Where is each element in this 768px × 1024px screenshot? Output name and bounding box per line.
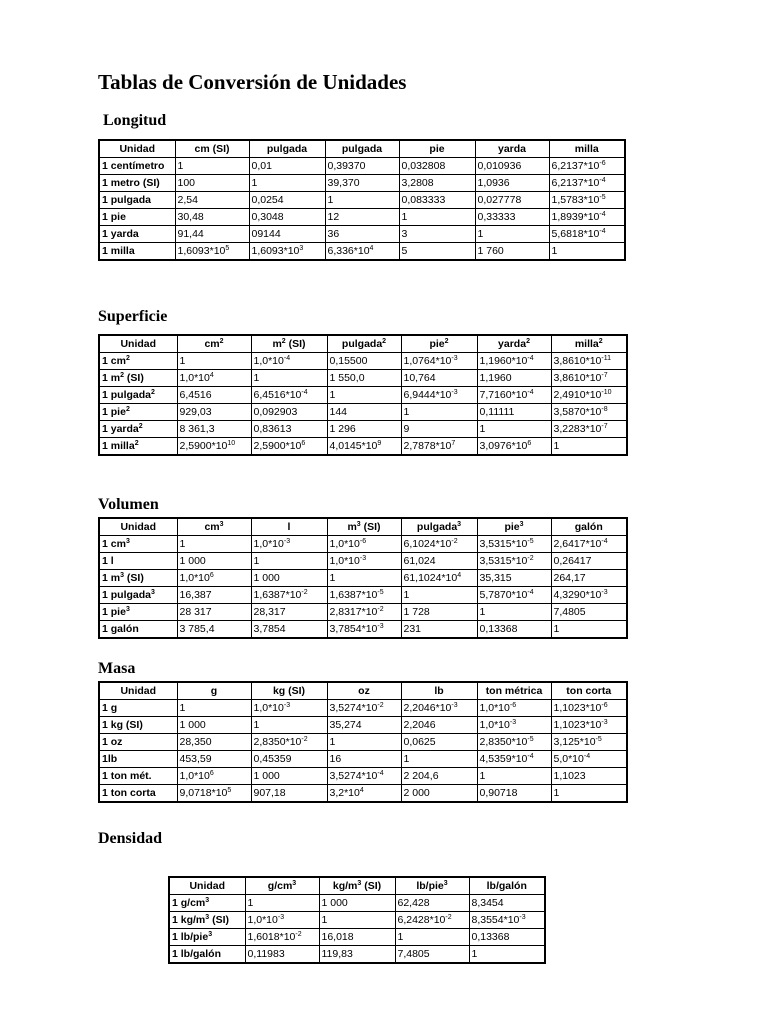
table-cell: 1 [401, 587, 477, 604]
table-cell: 1 [401, 751, 477, 768]
column-header: oz [327, 682, 401, 700]
section-heading-longitud: Longitud [103, 112, 167, 129]
table-row [99, 353, 627, 370]
table-cell: $6,4516*10^{-4}$ [251, 387, 327, 404]
row-label: 1 ton mét. [99, 768, 177, 785]
table-cell: 1 296 [327, 421, 401, 438]
table-cell: 1 [245, 895, 319, 912]
table-row [99, 621, 627, 639]
column-header: g [177, 682, 251, 700]
table-cell: 0,032808 [399, 158, 475, 175]
table-cell: 907,18 [251, 785, 327, 803]
table-cell: $1,0*10^{-3}$ [251, 700, 327, 717]
table-header-row [99, 682, 627, 700]
table-row [169, 946, 545, 964]
table-cell: 2 204,6 [401, 768, 477, 785]
table-cell: $2,6417*10^{-4}$ [551, 536, 627, 553]
row-label: 1 metro (SI) [99, 175, 175, 192]
table-cell: 1 [551, 785, 627, 803]
row-label: 1 $g/cm^3$ [169, 895, 245, 912]
table-cell: $2,8350*10^{-2}$ [251, 734, 327, 751]
row-label: 1 yarda [99, 226, 175, 243]
table-cell: 10,764 [401, 370, 477, 387]
column-header: pulgada$^3$ [401, 518, 477, 536]
table-cell: 2,54 [175, 192, 249, 209]
table-row [99, 243, 625, 261]
table-cell: $1,0*10^4$ [177, 370, 251, 387]
table-cell: 35,274 [327, 717, 401, 734]
column-header: milla [549, 140, 625, 158]
table-cell: 1 [401, 404, 477, 421]
table-row [99, 370, 627, 387]
table-cell: 0,0625 [401, 734, 477, 751]
column-header: Unidad [99, 140, 175, 158]
table-cell: 12 [325, 209, 399, 226]
column-header: Unidad [99, 682, 177, 700]
table-cell: $6,2137*10^{-4}$ [549, 175, 625, 192]
table-cell: 36 [325, 226, 399, 243]
table-cell: $2,8317*10^{-2}$ [327, 604, 401, 621]
row-label: 1 lb/galón [169, 946, 245, 964]
table-cell: 144 [327, 404, 401, 421]
column-header: yarda$^2$ [477, 335, 551, 353]
table-cell: 1 [177, 700, 251, 717]
table-cell: 0,11983 [245, 946, 319, 964]
table-cell: 0,90718 [477, 785, 551, 803]
table-cell: 0,33333 [475, 209, 549, 226]
table-cell: 0,13368 [477, 621, 551, 639]
table-cell: $1,0*10^{-6}$ [327, 536, 401, 553]
table-cell: $4,5359*10^{-4}$ [477, 751, 551, 768]
table-cell: 1 [469, 946, 545, 964]
row-label: 1 ton corta [99, 785, 177, 803]
table-row [99, 751, 627, 768]
table-cell: 1 [477, 768, 551, 785]
column-header: $cm^3$ [177, 518, 251, 536]
table-cell: 7,4805 [551, 604, 627, 621]
table-header-row [99, 140, 625, 158]
table-cell: 264,17 [551, 570, 627, 587]
table-cell: $5,7870*10^{-4}$ [477, 587, 551, 604]
table-cell: $1,1023*10^{-3}$ [551, 717, 627, 734]
section-heading-volumen: Volumen [98, 496, 159, 513]
table-cell: 0,01 [249, 158, 325, 175]
table-row [99, 175, 625, 192]
table-cell: 0,39370 [325, 158, 399, 175]
table-row [99, 734, 627, 751]
table-cell: 0,83613 [251, 421, 327, 438]
table-cell: 2,2046 [401, 717, 477, 734]
table-row [99, 768, 627, 785]
row-label: 1 kg (SI) [99, 717, 177, 734]
row-label: 1 $kg/m^3$ (SI) [169, 912, 245, 929]
row-label: 1lb [99, 751, 177, 768]
table-cell: $2,7878*10^7$ [401, 438, 477, 456]
column-header: Unidad [169, 877, 245, 895]
table-cell: $1,6018*10^{-2}$ [245, 929, 319, 946]
table-cell: 61,024 [401, 553, 477, 570]
table-cell: 1,0936 [475, 175, 549, 192]
table-row [99, 404, 627, 421]
table-cell: 1 [477, 421, 551, 438]
table-volumen [98, 517, 628, 639]
column-header: pulgada [325, 140, 399, 158]
table-cell: 119,83 [319, 946, 395, 964]
row-label: 1 $cm^2$ [99, 353, 177, 370]
table-cell: 1 [551, 621, 627, 639]
table-cell: $6,2428*10^{-2}$ [395, 912, 469, 929]
table-cell: 3 [399, 226, 475, 243]
table-cell: $2,4910*10^{-10}$ [551, 387, 627, 404]
row-label: 1 $m^3$ (SI) [99, 570, 177, 587]
table-cell: $1,0*10^{-3}$ [327, 553, 401, 570]
column-header: $g/cm^3$ [245, 877, 319, 895]
table-cell: $3,125*10^{-5}$ [551, 734, 627, 751]
table-cell: 1 760 [475, 243, 549, 261]
table-row [99, 226, 625, 243]
table-cell: 5 [399, 243, 475, 261]
table-cell: $1,0*10^{-6}$ [477, 700, 551, 717]
table-cell: $6,9444*10^{-3}$ [401, 387, 477, 404]
table-cell: 8 361,3 [177, 421, 251, 438]
table-cell: 1 [551, 438, 627, 456]
table-cell: 3,2808 [399, 175, 475, 192]
row-label: 1 g [99, 700, 177, 717]
table-cell: 453,59 [177, 751, 251, 768]
table-cell: 1 000 [319, 895, 395, 912]
table-cell: 1 [251, 370, 327, 387]
table-cell: $1,1023*10^{-6}$ [551, 700, 627, 717]
row-label: 1 pulgada$^2$ [99, 387, 177, 404]
table-cell: 1,1023 [551, 768, 627, 785]
table-row [99, 570, 627, 587]
table-cell: $7,7160*10^{-4}$ [477, 387, 551, 404]
table-cell: 1 [177, 536, 251, 553]
column-header: kg (SI) [251, 682, 327, 700]
table-cell: 16,018 [319, 929, 395, 946]
table-cell: $3,5870*10^{-8}$ [551, 404, 627, 421]
table-row [99, 192, 625, 209]
table-cell: 1 [399, 209, 475, 226]
table-cell: 1 000 [251, 768, 327, 785]
section-heading-masa: Masa [98, 660, 136, 677]
table-cell: 1 [251, 553, 327, 570]
table-row [169, 912, 545, 929]
table-cell: $3,5315*10^{-5}$ [477, 536, 551, 553]
column-header: $m^2$ (SI) [251, 335, 327, 353]
table-cell: $1,1960*10^{-4}$ [477, 353, 551, 370]
table-cell: 1 [319, 912, 395, 929]
table-cell: $2,2046*10^{-3}$ [401, 700, 477, 717]
table-cell: $1,0*10^6$ [177, 768, 251, 785]
table-cell: 6,4516 [177, 387, 251, 404]
table-cell: 929,03 [177, 404, 251, 421]
table-cell: $6,2137*10^{-6}$ [549, 158, 625, 175]
table-cell: $1,0*10^{-3}$ [477, 717, 551, 734]
column-header: milla$^2$ [551, 335, 627, 353]
column-header: $cm^2$ [177, 335, 251, 353]
table-cell: 1 000 [177, 553, 251, 570]
table-row [99, 421, 627, 438]
table-cell: 100 [175, 175, 249, 192]
row-label: 1 pulgada [99, 192, 175, 209]
table-cell: 1 [251, 717, 327, 734]
table-cell: $1,0*10^6$ [177, 570, 251, 587]
row-label: 1 pie [99, 209, 175, 226]
table-cell: 35,315 [477, 570, 551, 587]
table-cell: 0,26417 [551, 553, 627, 570]
table-cell: 1 [249, 175, 325, 192]
table-row [99, 553, 627, 570]
table-cell: $4,0145*10^9$ [327, 438, 401, 456]
table-cell: 0,15500 [327, 353, 401, 370]
column-header: pulgada [249, 140, 325, 158]
row-label: 1 $cm^3$ [99, 536, 177, 553]
table-cell: $2,5900*10^6$ [251, 438, 327, 456]
column-header: lb [401, 682, 477, 700]
column-header: cm (SI) [175, 140, 249, 158]
table-cell: $3,7854*10^{-3}$ [327, 621, 401, 639]
table-row [99, 587, 627, 604]
table-cell: 7,4805 [395, 946, 469, 964]
row-label: 1 pie$^3$ [99, 604, 177, 621]
column-header: $kg/m^3$ (SI) [319, 877, 395, 895]
table-cell: $1,0764*10^{-3}$ [401, 353, 477, 370]
table-cell: $1,0*10^{-4}$ [251, 353, 327, 370]
table-cell: 1 [395, 929, 469, 946]
row-label: 1 l [99, 553, 177, 570]
column-header: l [251, 518, 327, 536]
table-cell: 1 [175, 158, 249, 175]
table-cell: $2,8350*10^{-5}$ [477, 734, 551, 751]
row-label: 1 centímetro [99, 158, 175, 175]
table-superficie [98, 334, 628, 456]
column-header: Unidad [99, 335, 177, 353]
row-label: 1 oz [99, 734, 177, 751]
table-row [99, 209, 625, 226]
table-cell: $3,2283*10^{-7}$ [551, 421, 627, 438]
section-heading-superficie: Superficie [98, 308, 168, 325]
table-row [99, 717, 627, 734]
table-cell: $3,5274*10^{-4}$ [327, 768, 401, 785]
table-cell: $6,1024*10^{-2}$ [401, 536, 477, 553]
table-cell: $1,5783*10^{-5}$ [549, 192, 625, 209]
column-header: pulgada$^2$ [327, 335, 401, 353]
table-cell: $3,0976*10^6$ [477, 438, 551, 456]
table-cell: 1 [477, 604, 551, 621]
page-title: Tablas de Conversión de Unidades [98, 70, 407, 94]
column-header: galón [551, 518, 627, 536]
table-cell: 28 317 [177, 604, 251, 621]
row-label: 1 galón [99, 621, 177, 639]
table-row [99, 536, 627, 553]
table-cell: 0,45359 [251, 751, 327, 768]
table-masa [98, 681, 628, 803]
table-cell: 1,1960 [477, 370, 551, 387]
table-cell: $1,6387*10^{-5}$ [327, 587, 401, 604]
column-header: Unidad [99, 518, 177, 536]
row-label: 1 yarda$^2$ [99, 421, 177, 438]
table-cell: 28,317 [251, 604, 327, 621]
table-cell: $61,1024*10^4$ [401, 570, 477, 587]
table-cell: 1 [327, 734, 401, 751]
table-cell: 16,387 [177, 587, 251, 604]
table-cell: 0,027778 [475, 192, 549, 209]
table-cell: 9 [401, 421, 477, 438]
table-cell: $3,5315*10^{-2}$ [477, 553, 551, 570]
table-row [99, 158, 625, 175]
row-label: 1 milla [99, 243, 175, 261]
table-row [99, 785, 627, 803]
table-cell: 0,010936 [475, 158, 549, 175]
table-row [99, 604, 627, 621]
table-cell: $3,2*10^4$ [327, 785, 401, 803]
table-cell: $1,6093*10^5$ [175, 243, 249, 261]
table-row [169, 929, 545, 946]
table-cell: $1,8939*10^{-4}$ [549, 209, 625, 226]
table-cell: 0,092903 [251, 404, 327, 421]
table-cell: 2 000 [401, 785, 477, 803]
table-cell: $1,0*10^{-3}$ [245, 912, 319, 929]
table-cell: 1 [325, 192, 399, 209]
table-row [99, 700, 627, 717]
table-cell: $6,336*10^4$ [325, 243, 399, 261]
table-longitud [98, 139, 626, 261]
column-header: lb/galón [469, 877, 545, 895]
table-cell: 0,11111 [477, 404, 551, 421]
table-cell: 30,48 [175, 209, 249, 226]
table-cell: $3,8610*10^{-7}$ [551, 370, 627, 387]
column-header: pie$^2$ [401, 335, 477, 353]
table-cell: 3 785,4 [177, 621, 251, 639]
table-cell: 3,7854 [251, 621, 327, 639]
table-cell: 16 [327, 751, 401, 768]
section-heading-densidad: Densidad [98, 830, 163, 847]
row-label: 1 lb/pie$^3$ [169, 929, 245, 946]
table-cell: $5,0*10^{-4}$ [551, 751, 627, 768]
table-cell: 28,350 [177, 734, 251, 751]
row-label: 1 milla$^2$ [99, 438, 177, 456]
table-cell: 1 [549, 243, 625, 261]
table-row [99, 387, 627, 404]
table-cell: 0,3048 [249, 209, 325, 226]
table-cell: $3,5274*10^{-2}$ [327, 700, 401, 717]
table-cell: 39,370 [325, 175, 399, 192]
table-cell: 0,083333 [399, 192, 475, 209]
table-cell: 62,428 [395, 895, 469, 912]
row-label: 1 $m^2$ (SI) [99, 370, 177, 387]
column-header: lb/pie$^3$ [395, 877, 469, 895]
table-row [99, 438, 627, 456]
row-label: 1 pie$^2$ [99, 404, 177, 421]
table-cell: 1 000 [177, 717, 251, 734]
table-cell: 1 550,0 [327, 370, 401, 387]
table-cell: 91,44 [175, 226, 249, 243]
table-cell: 09144 [249, 226, 325, 243]
table-densidad [168, 876, 546, 964]
column-header: pie [399, 140, 475, 158]
table-cell: $5,6818*10^{-4}$ [549, 226, 625, 243]
table-cell: 0,0254 [249, 192, 325, 209]
table-cell: 1 [475, 226, 549, 243]
table-cell: 1 [327, 570, 401, 587]
table-cell: $2,5900*10^{10}$ [177, 438, 251, 456]
column-header: $m^3$ (SI) [327, 518, 401, 536]
table-cell: $4,3290*10^{-3}$ [551, 587, 627, 604]
table-cell: 1 728 [401, 604, 477, 621]
table-header-row [99, 335, 627, 353]
column-header: pie$^3$ [477, 518, 551, 536]
table-header-row [99, 518, 627, 536]
table-cell: $1,6387*10^{-2}$ [251, 587, 327, 604]
row-label: 1 pulgada$^3$ [99, 587, 177, 604]
table-cell: 8,3454 [469, 895, 545, 912]
table-cell: $8,3554*10^{-3}$ [469, 912, 545, 929]
table-header-row [169, 877, 545, 895]
table-cell: $3,8610*10^{-11}$ [551, 353, 627, 370]
table-cell: $1,6093*10^3$ [249, 243, 325, 261]
column-header: ton métrica [477, 682, 551, 700]
column-header: yarda [475, 140, 549, 158]
table-cell: 231 [401, 621, 477, 639]
table-cell: $1,0*10^{-3}$ [251, 536, 327, 553]
table-cell: 1 [327, 387, 401, 404]
table-cell: 0,13368 [469, 929, 545, 946]
column-header: ton corta [551, 682, 627, 700]
table-row [169, 895, 545, 912]
table-cell: 1 000 [251, 570, 327, 587]
table-cell: 1 [177, 353, 251, 370]
table-cell: $9,0718*10^5$ [177, 785, 251, 803]
